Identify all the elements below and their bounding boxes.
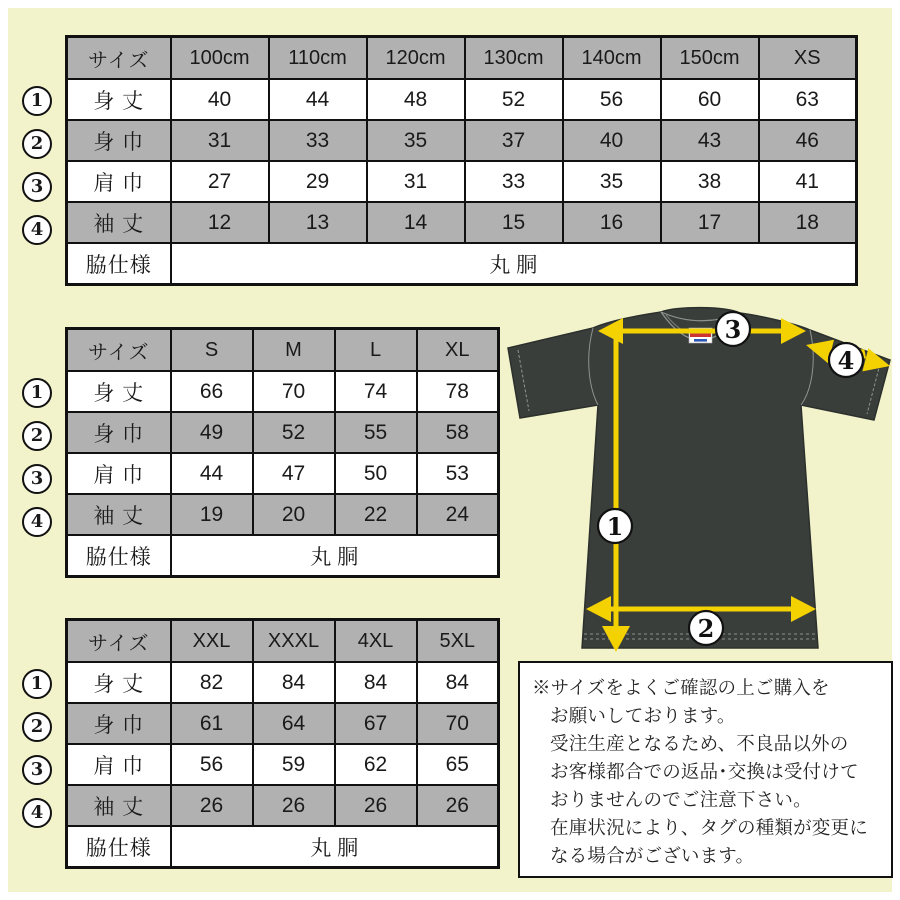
measure-value: 61 [171, 703, 253, 744]
row-number-badge: 2 [22, 129, 52, 159]
measure-row [67, 662, 499, 703]
row-number-badge: 3 [22, 464, 52, 494]
measure-label: 肩 巾 [67, 744, 171, 785]
measure-value: 70 [253, 371, 335, 412]
measure-value: 62 [335, 744, 417, 785]
size-column-header: L [335, 329, 417, 372]
measure-value: 60 [661, 79, 759, 120]
diagram-badge-2 [689, 611, 723, 645]
kids-xs-size-table [65, 35, 858, 286]
s-xl-size-table [65, 327, 500, 578]
measure-value: 40 [563, 120, 661, 161]
measure-row [67, 120, 857, 161]
measure-value: 56 [563, 79, 661, 120]
size-column-header: 5XL [417, 620, 499, 663]
size-column-header: XL [417, 329, 499, 372]
size-column-header: 150cm [661, 37, 759, 80]
measure-value: 70 [417, 703, 499, 744]
purchase-note-box [518, 661, 893, 878]
size-column-header: M [253, 329, 335, 372]
measure-value: 12 [171, 202, 269, 243]
measure-value: 44 [171, 453, 253, 494]
side-spec-row [67, 243, 857, 285]
xxl-5xl-size-table [65, 618, 500, 869]
row-number-badge: 1 [22, 86, 52, 116]
measure-value: 58 [417, 412, 499, 453]
purchase-note-line: おりませんのでご注意下さい。 [550, 789, 812, 810]
size-column-header: 4XL [335, 620, 417, 663]
tshirt-diagram [498, 298, 898, 660]
kids-xs-size-table [65, 35, 858, 286]
size-column-header: XS [759, 37, 857, 80]
measure-value: 35 [563, 161, 661, 202]
svg-text:1: 1 [606, 512, 624, 541]
measure-value: 65 [417, 744, 499, 785]
purchase-note-line: ※サイズをよくご確認の上ご購入を [532, 677, 830, 698]
measure-value: 35 [367, 120, 465, 161]
size-column-header: 140cm [563, 37, 661, 80]
measure-row [67, 371, 499, 412]
measure-value: 37 [465, 120, 563, 161]
measure-value: 84 [335, 662, 417, 703]
measure-value: 63 [759, 79, 857, 120]
measure-row [67, 494, 499, 535]
measure-value: 27 [171, 161, 269, 202]
measure-value: 82 [171, 662, 253, 703]
side-spec-label: 脇仕様 [67, 535, 171, 577]
size-column-header: 100cm [171, 37, 269, 80]
measure-value: 16 [563, 202, 661, 243]
size-column-header: 110cm [269, 37, 367, 80]
measure-value: 64 [253, 703, 335, 744]
measure-label: 身 丈 [67, 371, 171, 412]
measure-value: 17 [661, 202, 759, 243]
diagram-badge-1 [598, 509, 632, 543]
measure-value: 84 [253, 662, 335, 703]
measure-value: 84 [417, 662, 499, 703]
measure-label: 袖 丈 [67, 202, 171, 243]
size-column-header: XXXL [253, 620, 335, 663]
header-row [67, 329, 499, 372]
measure-value: 31 [367, 161, 465, 202]
side-spec-value: 丸 胴 [171, 535, 499, 577]
measure-value: 46 [759, 120, 857, 161]
row-number-badge: 2 [22, 421, 52, 451]
measure-label: 身 巾 [67, 703, 171, 744]
measure-label: 袖 丈 [67, 494, 171, 535]
xxl-5xl-size-table [65, 618, 500, 869]
measure-row [67, 744, 499, 785]
measure-value: 53 [417, 453, 499, 494]
svg-text:2: 2 [697, 614, 715, 643]
measure-value: 18 [759, 202, 857, 243]
header-row [67, 37, 857, 80]
measure-value: 15 [465, 202, 563, 243]
measure-value: 31 [171, 120, 269, 161]
size-header-cell: サイズ [67, 37, 171, 80]
measure-value: 43 [661, 120, 759, 161]
measure-value: 78 [417, 371, 499, 412]
row-number-badge: 3 [22, 755, 52, 785]
measure-value: 24 [417, 494, 499, 535]
svg-text:4: 4 [837, 346, 855, 375]
purchase-note-line: お願いしております。 [550, 705, 736, 726]
size-column-header: 130cm [465, 37, 563, 80]
measure-value: 33 [465, 161, 563, 202]
row-number-badge: 1 [22, 378, 52, 408]
measure-value: 44 [269, 79, 367, 120]
row-number-badge: 1 [22, 669, 52, 699]
size-column-header: S [171, 329, 253, 372]
measure-value: 20 [253, 494, 335, 535]
measure-value: 56 [171, 744, 253, 785]
measure-value: 26 [171, 785, 253, 826]
purchase-note-line: お客様都合での返品･交換は受付けて [550, 761, 859, 782]
side-spec-row [67, 826, 499, 868]
measure-label: 袖 丈 [67, 785, 171, 826]
purchase-note-line: 受注生産となるため、不良品以外の [550, 733, 849, 754]
measure-row [67, 161, 857, 202]
purchase-note-line: 在庫状況により、タグの種類が変更に [550, 817, 868, 838]
row-number-badge: 3 [22, 172, 52, 202]
side-spec-label: 脇仕様 [67, 826, 171, 868]
measure-label: 肩 巾 [67, 161, 171, 202]
measure-value: 52 [253, 412, 335, 453]
diagram-badge-3 [716, 312, 750, 346]
measure-value: 52 [465, 79, 563, 120]
measure-value: 50 [335, 453, 417, 494]
measure-label: 肩 巾 [67, 453, 171, 494]
size-header-cell: サイズ [67, 620, 171, 663]
size-column-header: XXL [171, 620, 253, 663]
row-number-badge: 2 [22, 712, 52, 742]
measure-value: 67 [335, 703, 417, 744]
measure-row [67, 703, 499, 744]
measure-row [67, 412, 499, 453]
row-number-badge: 4 [22, 798, 52, 828]
measure-value: 19 [171, 494, 253, 535]
measure-value: 55 [335, 412, 417, 453]
measure-value: 13 [269, 202, 367, 243]
measure-value: 66 [171, 371, 253, 412]
diagram-badge-4 [829, 343, 863, 377]
size-header-cell: サイズ [67, 329, 171, 372]
measure-row [67, 202, 857, 243]
measure-value: 33 [269, 120, 367, 161]
measure-row [67, 79, 857, 120]
measure-value: 74 [335, 371, 417, 412]
measure-value: 48 [367, 79, 465, 120]
measure-row [67, 785, 499, 826]
svg-text:3: 3 [724, 315, 742, 344]
purchase-note-line: なる場合がございます。 [550, 845, 755, 866]
side-spec-row [67, 535, 499, 577]
measure-value: 38 [661, 161, 759, 202]
measure-label: 身 巾 [67, 412, 171, 453]
size-column-header: 120cm [367, 37, 465, 80]
measure-value: 47 [253, 453, 335, 494]
measure-value: 59 [253, 744, 335, 785]
measure-value: 40 [171, 79, 269, 120]
measure-label: 身 丈 [67, 79, 171, 120]
measure-value: 14 [367, 202, 465, 243]
measure-value: 41 [759, 161, 857, 202]
measure-value: 26 [335, 785, 417, 826]
measure-row [67, 453, 499, 494]
measure-value: 26 [253, 785, 335, 826]
row-number-badge: 4 [22, 215, 52, 245]
measure-value: 26 [417, 785, 499, 826]
side-spec-label: 脇仕様 [67, 243, 171, 285]
measure-value: 49 [171, 412, 253, 453]
measure-value: 29 [269, 161, 367, 202]
measure-value: 22 [335, 494, 417, 535]
measure-label: 身 巾 [67, 120, 171, 161]
measure-label: 身 丈 [67, 662, 171, 703]
header-row [67, 620, 499, 663]
side-spec-value: 丸 胴 [171, 826, 499, 868]
s-xl-size-table [65, 327, 500, 578]
side-spec-value: 丸 胴 [171, 243, 857, 285]
row-number-badge: 4 [22, 507, 52, 537]
